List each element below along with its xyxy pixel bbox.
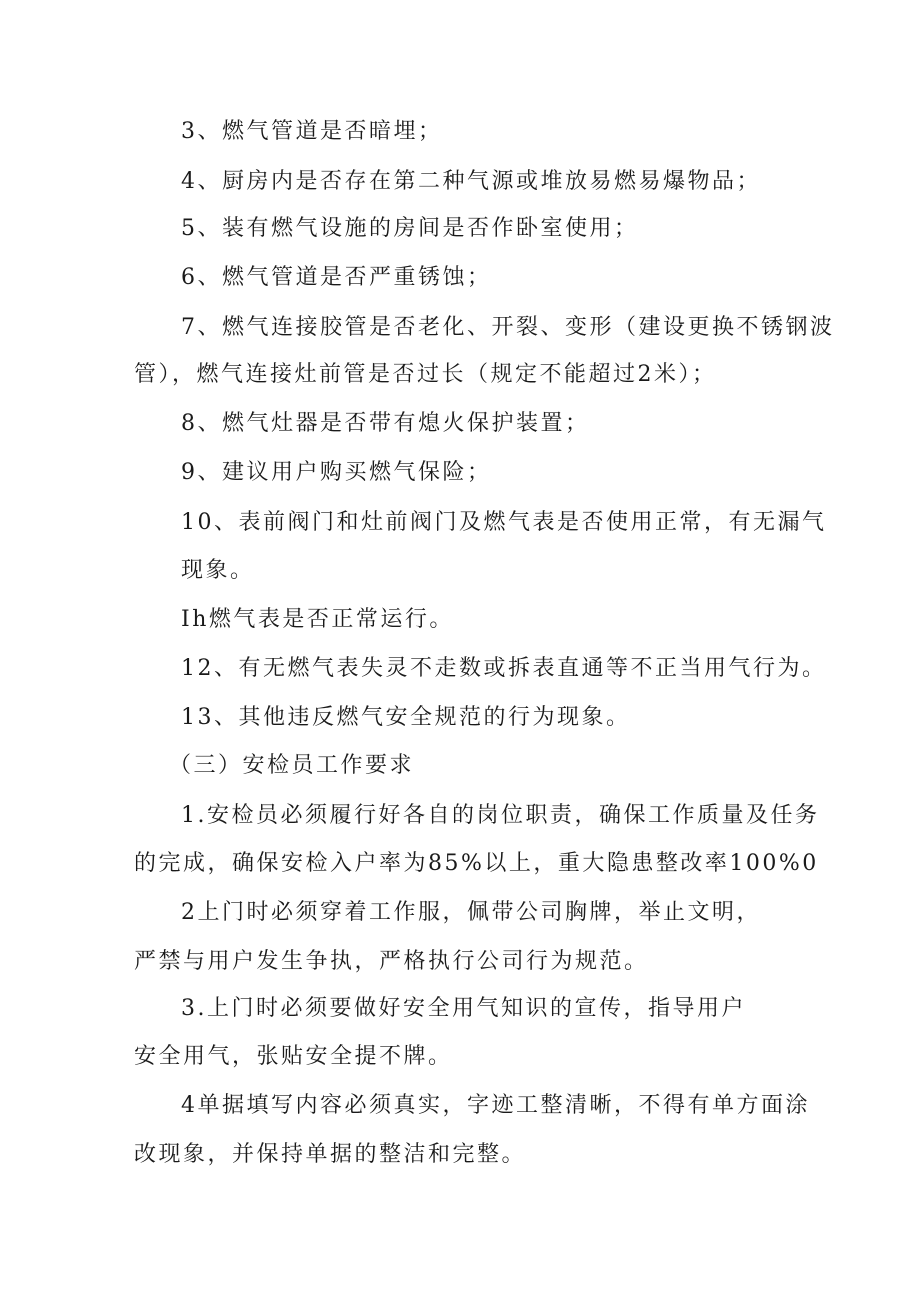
item-10-valves-line-2: 现象。 [181,558,255,583]
req-2-uniform-line-1: 2上门时必须穿着工作服，佩带公司胸牌，举止文明， [181,900,761,925]
req-2-uniform-line-2: 严禁与用户发生争执，严格执行公司行为规范。 [134,949,649,974]
item-6-pipe-corrosion: 6、燃气管道是否严重锈蚀； [181,265,492,290]
req-4-forms-line-1: 4单据填写内容必须真实，字迹工整清晰，不得有单方面涂 [181,1093,810,1118]
item-13-other-violations: 13、其他违反燃气安全规范的行为现象。 [181,705,631,730]
item-9-insurance: 9、建议用户购买燃气保险； [181,460,492,485]
item-7-hose-line-1: 7、燃气连接胶管是否老化、开裂、变形（建设更换不锈钢波 [181,315,835,340]
item-11-meter: Ih燃气表是否正常运行。 [181,607,454,632]
item-5-bedroom-use: 5、装有燃气设施的房间是否作卧室使用； [181,216,639,241]
item-7-hose-line-2: 管），燃气连接灶前管是否过长（规定不能超过2米）； [134,362,717,387]
item-3-concealed-pipe: 3、燃气管道是否暗埋； [181,119,443,144]
item-10-valves-line-1: 10、表前阀门和灶前阀门及燃气表是否使用正常，有无漏气 [181,510,827,535]
item-4-kitchen-hazard: 4、厨房内是否存在第二种气源或堆放易燃易爆物品； [181,169,761,194]
req-1-duties-line-1: 1.安检员必须履行好各自的岗位职责，确保工作质量及任务 [181,803,820,828]
req-1-duties-line-2: 的完成，确保安检入户率为85%以上，重大隐患整改率100%0 [134,851,819,876]
item-8-flame-protection: 8、燃气灶器是否带有熄火保护装置； [181,411,590,436]
req-3-publicity-line-2: 安全用气，张贴安全提不牌。 [134,1044,453,1069]
section-heading-inspector-requirements: （三）安检员工作要求 [169,753,415,778]
req-4-forms-line-2: 改现象，并保持单据的整洁和完整。 [134,1142,527,1167]
item-12-meter-tamper: 12、有无燃气表失灵不走数或拆表直通等不正当用气行为。 [181,656,827,681]
req-3-publicity-line-1: 3.上门时必须要做好安全用气知识的宣传，指导用户 [181,996,746,1021]
